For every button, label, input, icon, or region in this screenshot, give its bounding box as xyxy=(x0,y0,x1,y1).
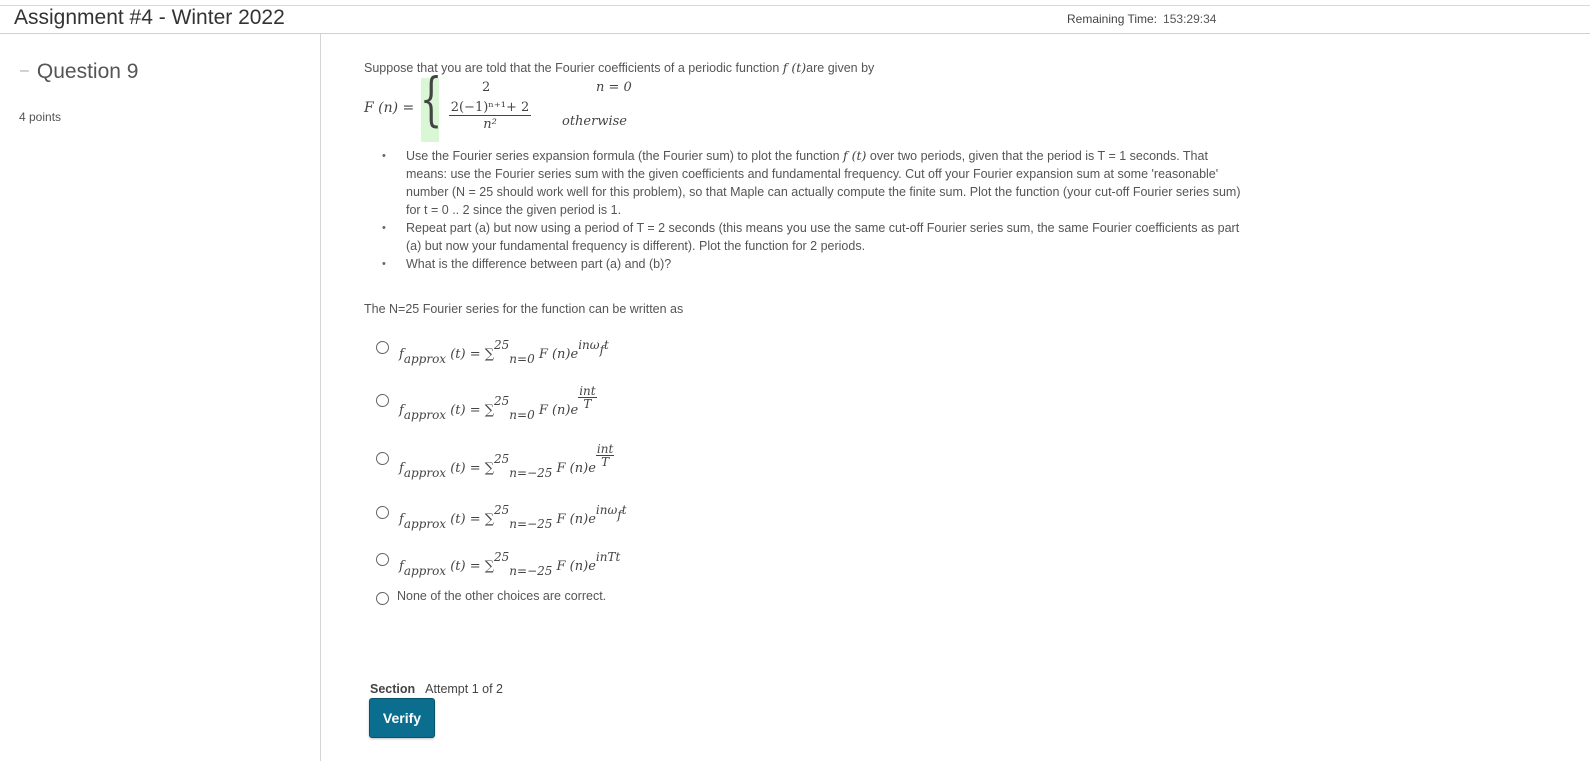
option-4[interactable] xyxy=(376,503,627,531)
question-points: 4 points xyxy=(19,110,62,124)
option-5-formula: fapprox (t) = ∑25n=−25 F (n)einTt xyxy=(399,550,621,578)
piecewise-lhs: F (n) = xyxy=(364,100,415,116)
intro-text-end: are given by xyxy=(806,61,875,75)
option-3-formula: fapprox (t) = ∑25n=−25 F (n)e int T xyxy=(399,442,614,480)
bullet-text: What is the difference between part (a) and (b)? xyxy=(406,257,672,271)
radio-option-2[interactable] xyxy=(376,394,389,407)
intro-function: f (t) xyxy=(782,60,807,75)
case2-numerator: 2(−1)ⁿ⁺¹+ 2 xyxy=(450,100,530,115)
question-title: Question 9 xyxy=(36,60,139,83)
option-3[interactable] xyxy=(376,442,614,480)
section-label: Section xyxy=(370,682,416,696)
collapse-icon[interactable]: – xyxy=(20,62,29,79)
subprompt-text: The N=25 Fourier series for the function can be written as xyxy=(364,302,684,316)
option-5[interactable] xyxy=(376,550,620,578)
attempt-info xyxy=(370,682,503,696)
sidebar-divider xyxy=(320,34,321,761)
radio-option-5[interactable] xyxy=(376,553,389,566)
bullet-item xyxy=(382,147,1242,219)
remaining-time-label: Remaining Time: xyxy=(1067,12,1158,26)
case2-condition: otherwise xyxy=(562,114,627,129)
option-2-formula: fapprox (t) = ∑25n=0 F (n)e int T xyxy=(399,384,596,422)
option-1[interactable] xyxy=(376,338,609,366)
option-4-formula: fapprox (t) = ∑25n=−25 F (n)einωft xyxy=(399,503,627,531)
remaining-time xyxy=(1067,12,1216,26)
bullet-text: Repeat part (a) but now using a period of T = 2 seconds (this means you use the same cut-off Fourier series sum, the same Fourier coefficients as part (a) but now your fundamental frequency is different). Plot the function for 2 periods. xyxy=(406,221,1240,253)
case2-denominator: n² xyxy=(483,117,497,132)
verify-button[interactable]: Verify xyxy=(369,698,435,738)
intro-text: Suppose that you are told that the Fourier coefficients of a periodic function xyxy=(364,61,783,75)
bullet-function: f (t) xyxy=(843,148,867,163)
case1-value: 2 xyxy=(482,80,491,95)
bullet-text: Use the Fourier series expansion formula (the Fourier sum) to plot the function xyxy=(406,149,844,163)
assignment-title: Assignment #4 - Winter 2022 xyxy=(14,6,285,29)
remaining-time-value: 153:29:34 xyxy=(1163,12,1217,26)
piecewise-brace: { xyxy=(421,78,439,142)
option-6-label: None of the other choices are correct. xyxy=(397,589,607,603)
option-1-formula: fapprox (t) = ∑25n=0 F (n)einωft xyxy=(399,338,609,366)
question-heading[interactable] xyxy=(20,60,138,84)
header-bar xyxy=(0,6,1590,34)
radio-option-3[interactable] xyxy=(376,452,389,465)
case2-fraction xyxy=(440,100,540,132)
case1-condition: n = 0 xyxy=(596,80,632,95)
question-bullets xyxy=(382,147,1242,273)
bullet-item xyxy=(382,255,1242,273)
radio-option-6[interactable] xyxy=(376,592,389,605)
radio-option-4[interactable] xyxy=(376,506,389,519)
bullet-item xyxy=(382,219,1242,255)
attempt-count: Attempt 1 of 2 xyxy=(425,682,503,696)
option-6[interactable] xyxy=(376,589,606,605)
bullet-text-end: over two periods, given that the period is T = 1 seconds. That means: use the Fourier series sum with the given coefficients and fundamental frequency. Cut off your Fourier expansion sum at some 'reasonable' number (N = 25 should work well for this problem), so that Maple can actually compute the finite sum. Plot the function (your cut-off Fourier series sum) for t = 0 .. 2 since the given period is 1. xyxy=(406,149,1241,217)
radio-option-1[interactable] xyxy=(376,341,389,354)
option-2[interactable] xyxy=(376,384,597,422)
